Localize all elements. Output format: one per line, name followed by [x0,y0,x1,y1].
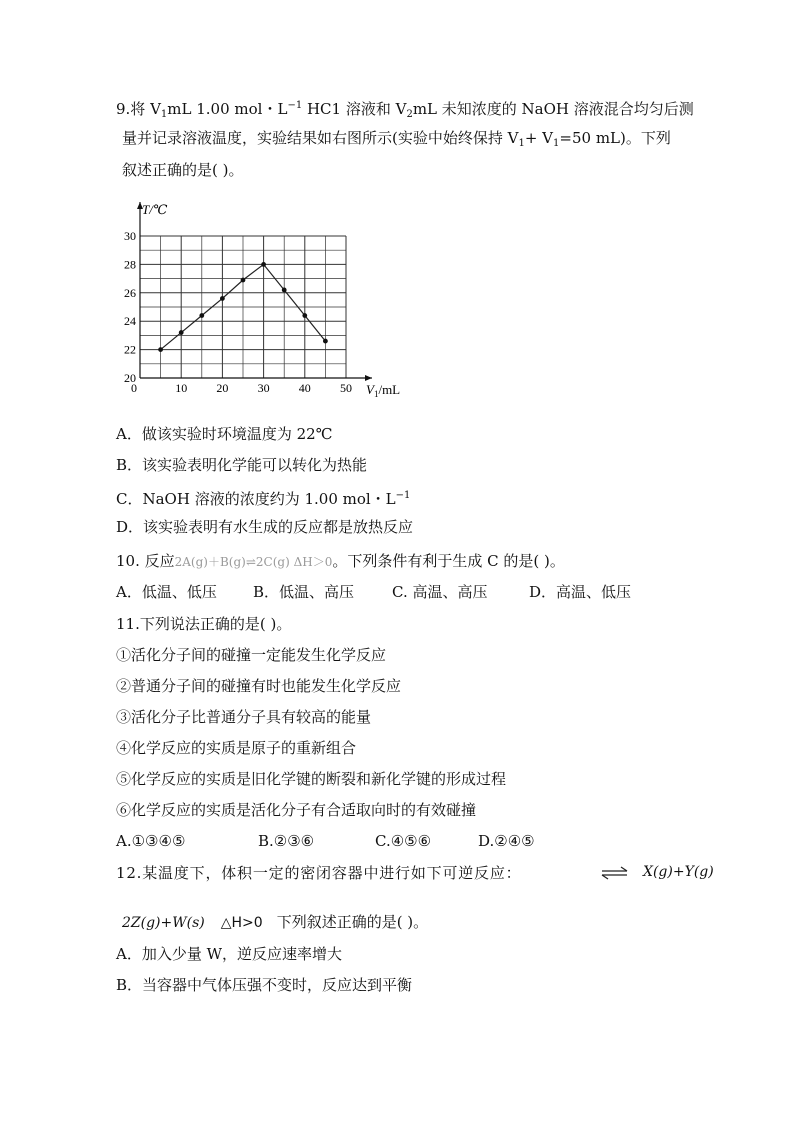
q9-stem-line1 [116,96,694,125]
y-tick-label: 28 [124,257,136,272]
q12-option-a: A．加入少量 W，逆反应速率增大 [116,945,343,963]
data-point [323,339,328,344]
data-point [302,313,307,318]
q12-stem: 12.某温度下，体积一定的密闭容器中进行如下可逆反应： [116,864,522,882]
q11-statement-5: ⑤化学反应的实质是旧化学键的断裂和新化学键的形成过程 [116,770,507,788]
q11-option-c: C.④⑤⑥ [375,832,432,850]
x-axis-label: $V_1/mL$ [366,382,401,399]
q9-text-d: mL 未知浓度的 NaOH 溶液混合均匀后测 [412,100,694,118]
equilibrium-arrow-icon [600,866,630,880]
chart-axes [137,202,372,381]
data-point [261,262,266,267]
q10-suffix: 。下列条件有利于生成 C 的是( )。 [332,552,565,570]
q10-option-c: C. 高温、高压 [392,583,488,601]
q12-left-expression: 2Z(g)+W(s) [122,915,205,931]
data-point [241,278,246,283]
y-tick-label: 30 [124,229,136,243]
q9-option-c-text: C．NaOH 溶液的浓度约为 1.00 mol・L [116,490,396,508]
x-tick-label: 50 [340,381,352,395]
q10-stem [116,551,565,572]
q11-statement-4: ④化学反应的实质是原子的重新组合 [116,739,357,757]
q9-text-c: HC1 溶液和 V [302,100,407,118]
q9-option-c-sup: −1 [395,490,411,501]
q11-statement-1: ①活化分子间的碰撞一定能发生化学反应 [116,646,387,664]
y-tick-label: 22 [124,342,136,357]
x-tick-label: 10 [175,381,188,395]
q10-option-d: D．高温、低压 [529,583,632,601]
x-tick-label: 0 [131,381,137,395]
q11-statement-2: ②普通分子间的碰撞有时也能发生化学反应 [116,677,402,695]
x-tick-label: 20 [216,381,229,395]
q9-option-d: D．该实验表明有水生成的反应都是放热反应 [116,518,414,536]
q10-option-b: B．低温、高压 [253,583,355,601]
q12-option-b: B．当容器中气体压强不变时，反应达到平衡 [116,976,413,994]
q11-option-d: D.②④⑤ [478,832,535,850]
chart-grid [140,236,346,378]
q9-text-a: 9.将 V [116,100,161,118]
q9-option-a: A．做该实验时环境温度为 22℃ [116,425,333,443]
q9-stem-line3: 叙述正确的是( )。 [122,161,244,179]
temperature-volume-chart [110,196,420,402]
q9-line2-a: 量并记录溶液温度，实验结果如右图所示(实验中始终保持 V [122,129,519,147]
data-point [158,347,163,352]
q9-text-b: mL 1.00 mol・L [167,100,288,118]
q12-tail: 下列叙述正确的是( )。 [276,913,429,931]
q11-statement-6: ⑥化学反应的实质是活化分子有合适取向时的有效碰撞 [116,801,477,819]
x-tick-label: 30 [257,381,270,395]
data-point [220,296,225,301]
q9-sub-b: 2 [406,109,413,120]
x-axis-arrow-icon [365,375,372,381]
data-point [282,288,287,293]
q12-delta-h: △H>0 [220,915,263,931]
q9-line2-c: =50 mL)。下列 [559,129,671,147]
q12-equation-line [122,912,428,933]
data-point [179,330,184,335]
q9-option-c [116,486,410,509]
q9-line2-sub2: 1 [553,138,560,149]
q11-option-b: B.②③⑥ [258,832,315,850]
q9-stem-line2 [122,128,671,154]
q9-line2-sub1: 1 [518,138,525,149]
q10-prefix: 10. 反应 [116,552,175,570]
q11-option-a: A.①③④⑤ [116,832,186,850]
y-axis-label: T/℃ [142,202,168,217]
data-point [199,313,204,318]
q9-line2-b: + V [524,129,554,147]
q11-stem: 11.下列说法正确的是( )。 [116,615,292,633]
q9-sub-a: 1 [160,109,168,120]
y-tick-label: 26 [124,285,136,300]
y-tick-label: 20 [124,371,136,385]
y-tick-label: 24 [124,314,136,329]
q10-reaction: 2A(g)＋B(g)⇌2C(g) ΔH＞0 [174,555,333,569]
q10-option-a: A．低温、低压 [116,583,217,601]
q12-right-expression: X(g)+Y(g) [643,864,714,880]
q11-statement-3: ③活化分子比普通分子具有较高的能量 [116,708,372,726]
q9-option-b: B．该实验表明化学能可以转化为热能 [116,456,368,474]
x-tick-label: 40 [298,381,311,395]
chart-ticks [124,229,352,395]
q9-sup: −1 [287,100,303,111]
